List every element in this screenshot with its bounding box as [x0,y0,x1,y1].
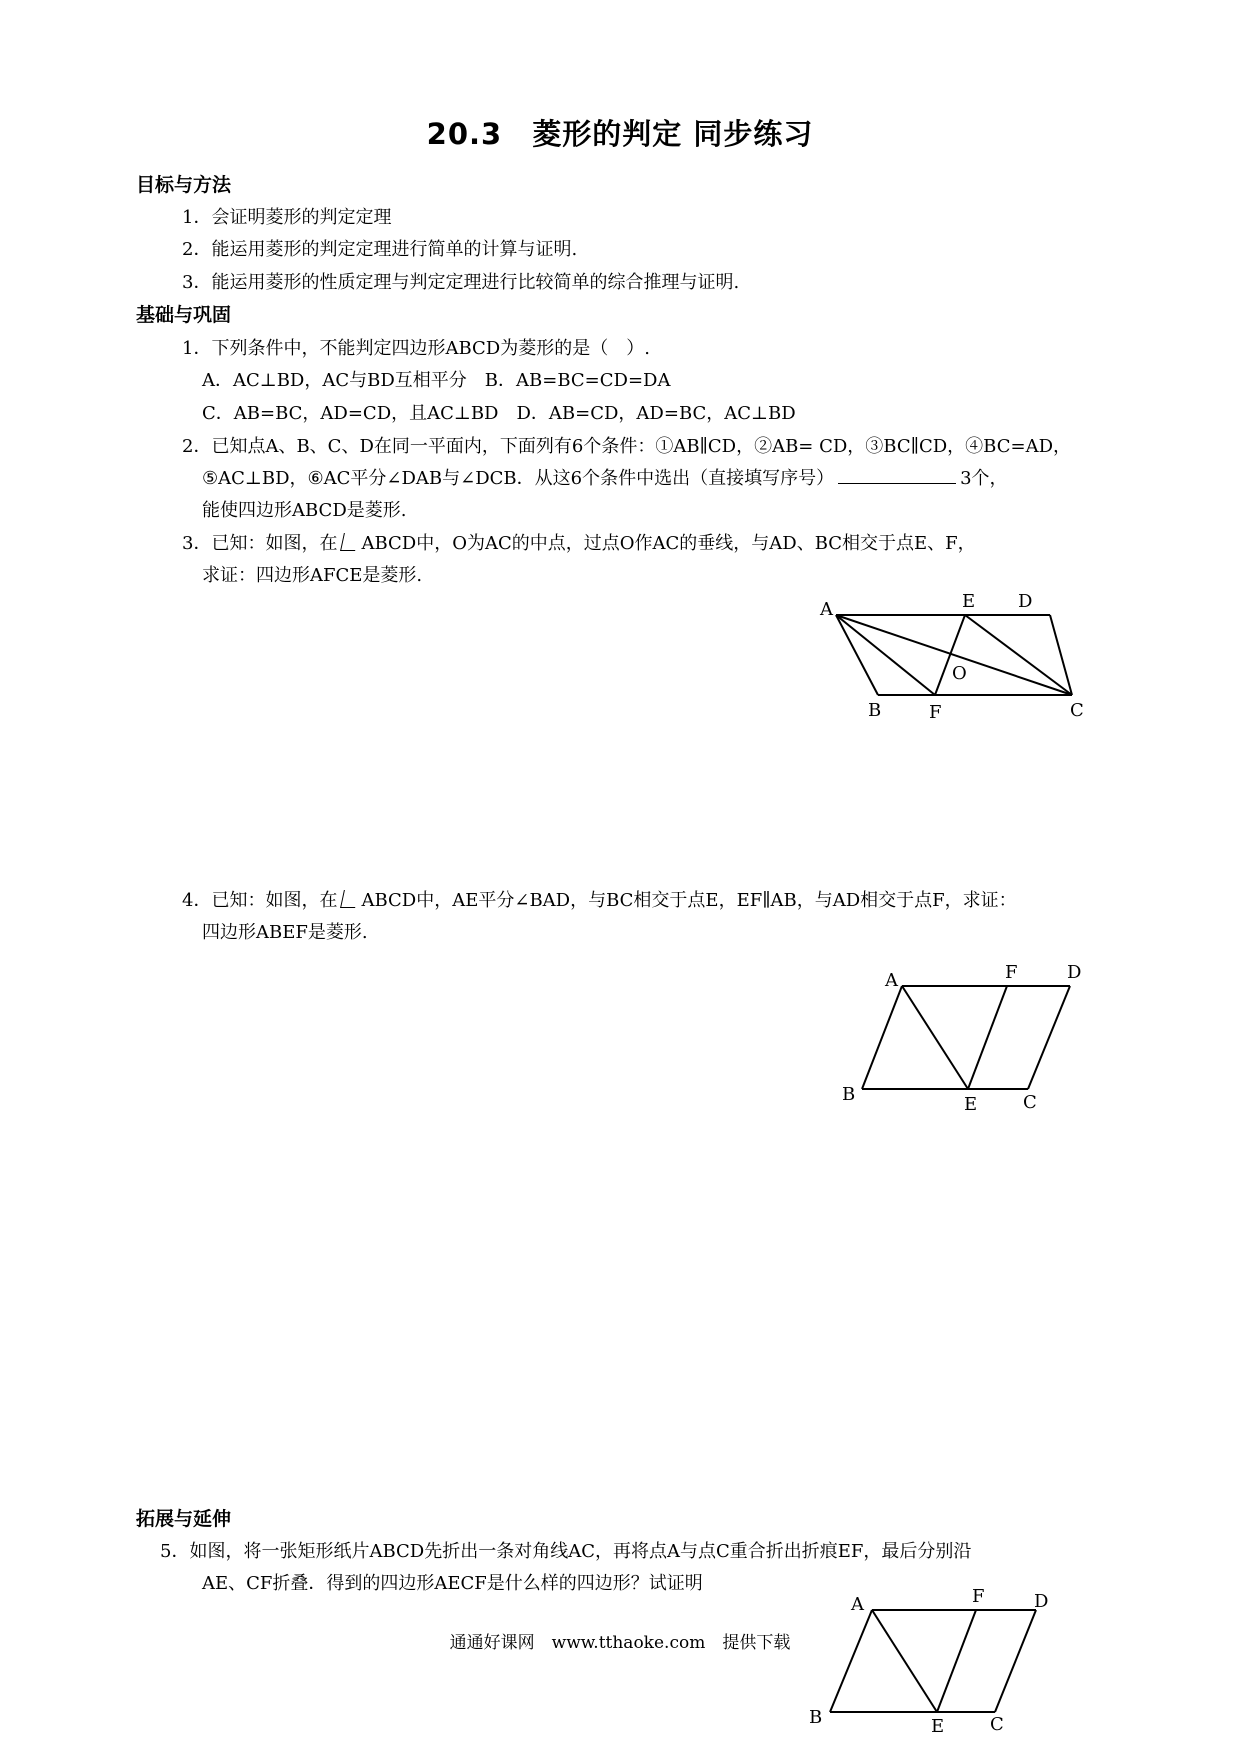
goal-item-3: 3．能运用菱形的性质定理与判定定理进行比较简单的综合推理与证明. [182,272,740,293]
q5-figure [800,1585,1070,1754]
q5-edge-AB [830,1610,872,1712]
q4-segment-EF [968,986,1007,1089]
q2-line1: 2．已知点A、B、C、D在同一平面内，下面列有6个条件：①AB∥CD，②AB= CD，③BC∥CD，④BC=AD， [182,436,1072,457]
q3-segment-AF [836,615,935,695]
q3-label-E: E [962,591,976,612]
goal-item-2: 2．能运用菱形的判定定理进行简单的计算与证明. [182,239,578,260]
q2-line2-text: ⑤AC⊥BD，⑥AC平分∠DAB与∠DCB．从这6个条件中选出（直接填写序号） [202,468,835,489]
q5-label-C: C [990,1714,1004,1735]
q3-line1-tail: ABCD中，O为AC的中点，过点O作AC的垂线，与AD、BC相交于点E、F， [361,533,976,554]
q4-figure [835,958,1095,1118]
parallelogram-symbol-icon [340,533,358,551]
q5-label-B: B [809,1707,823,1728]
q1-stem: 1．下列条件中，不能判定四边形ABCD为菱形的是（ ）. [182,338,650,359]
q1-options-row2: C．AB=BC，AD=CD，且AC⊥BD D．AB=CD，AD=BC，AC⊥BD [202,403,796,424]
section-goals-heading: 目标与方法 [136,174,232,196]
q4-line1-text: 4．已知：如图，在 [182,890,338,911]
q5-segment-AE [872,1610,937,1712]
q2-line2 [202,464,1008,490]
q5-label-A: A [851,1594,864,1615]
goal-item-1: 1．会证明菱形的判定定理 [182,207,392,228]
q3-figure [810,585,1100,725]
q4-label-D: D [1067,962,1082,983]
section-extension-heading: 拓展与延伸 [136,1508,232,1530]
q3-segment-EC [965,615,1072,695]
q3-label-O: O [952,663,967,684]
q5-line2: AE、CF折叠．得到的四边形AECF是什么样的四边形？试证明 [202,1573,703,1594]
q3-label-F: F [929,702,942,723]
q5-edge-DC [995,1610,1036,1712]
q3-label-D: D [1018,591,1033,612]
page-title: 20.3 菱形的判定 同步练习 [426,117,814,151]
q3-edge-DC [1050,615,1072,695]
q2-answer-blank[interactable] [838,465,956,484]
q4-line2: 四边形ABEF是菱形. [202,922,368,943]
q5-segment-EF [937,1610,976,1712]
q2-line3: 能使四边形ABCD是菱形. [202,500,407,521]
q3-label-A: A [820,599,833,620]
parallelogram-symbol-icon [340,890,358,908]
q3-line1-text: 3．已知：如图，在 [182,533,338,554]
section-basics-heading: 基础与巩固 [136,304,232,326]
q5-label-F: F [972,1586,985,1607]
q4-label-A: A [885,970,898,991]
q2-line2-tail: 3个， [960,468,1008,489]
q4-line1 [182,886,1017,912]
footer-source: 通通好课网 www.tthaoke.com 提供下载 [449,1633,791,1653]
q3-line1 [182,529,976,555]
q4-segment-AE [902,986,968,1089]
q4-label-E: E [964,1094,978,1115]
q4-label-B: B [842,1084,856,1105]
q5-line1: 5．如图，将一张矩形纸片ABCD先折出一条对角线AC，再将点A与点C重合折出折痕EF，最后分别沿 [160,1541,972,1562]
q3-line2: 求证：四边形AFCE是菱形. [202,565,423,586]
q5-label-D: D [1034,1591,1049,1612]
q3-label-C: C [1070,700,1084,721]
q3-label-B: B [868,700,882,721]
q5-label-E: E [931,1716,945,1737]
q4-label-C: C [1023,1092,1037,1113]
q4-label-F: F [1005,962,1018,983]
q4-edge-AB [862,986,902,1089]
q4-line1-tail: ABCD中，AE平分∠BAD，与BC相交于点E，EF∥AB，与AD相交于点F，求证： [361,890,1017,911]
q4-edge-DC [1028,986,1070,1089]
q1-options-row1: A．AC⊥BD，AC与BD互相平分 B．AB=BC=CD=DA [202,370,671,391]
